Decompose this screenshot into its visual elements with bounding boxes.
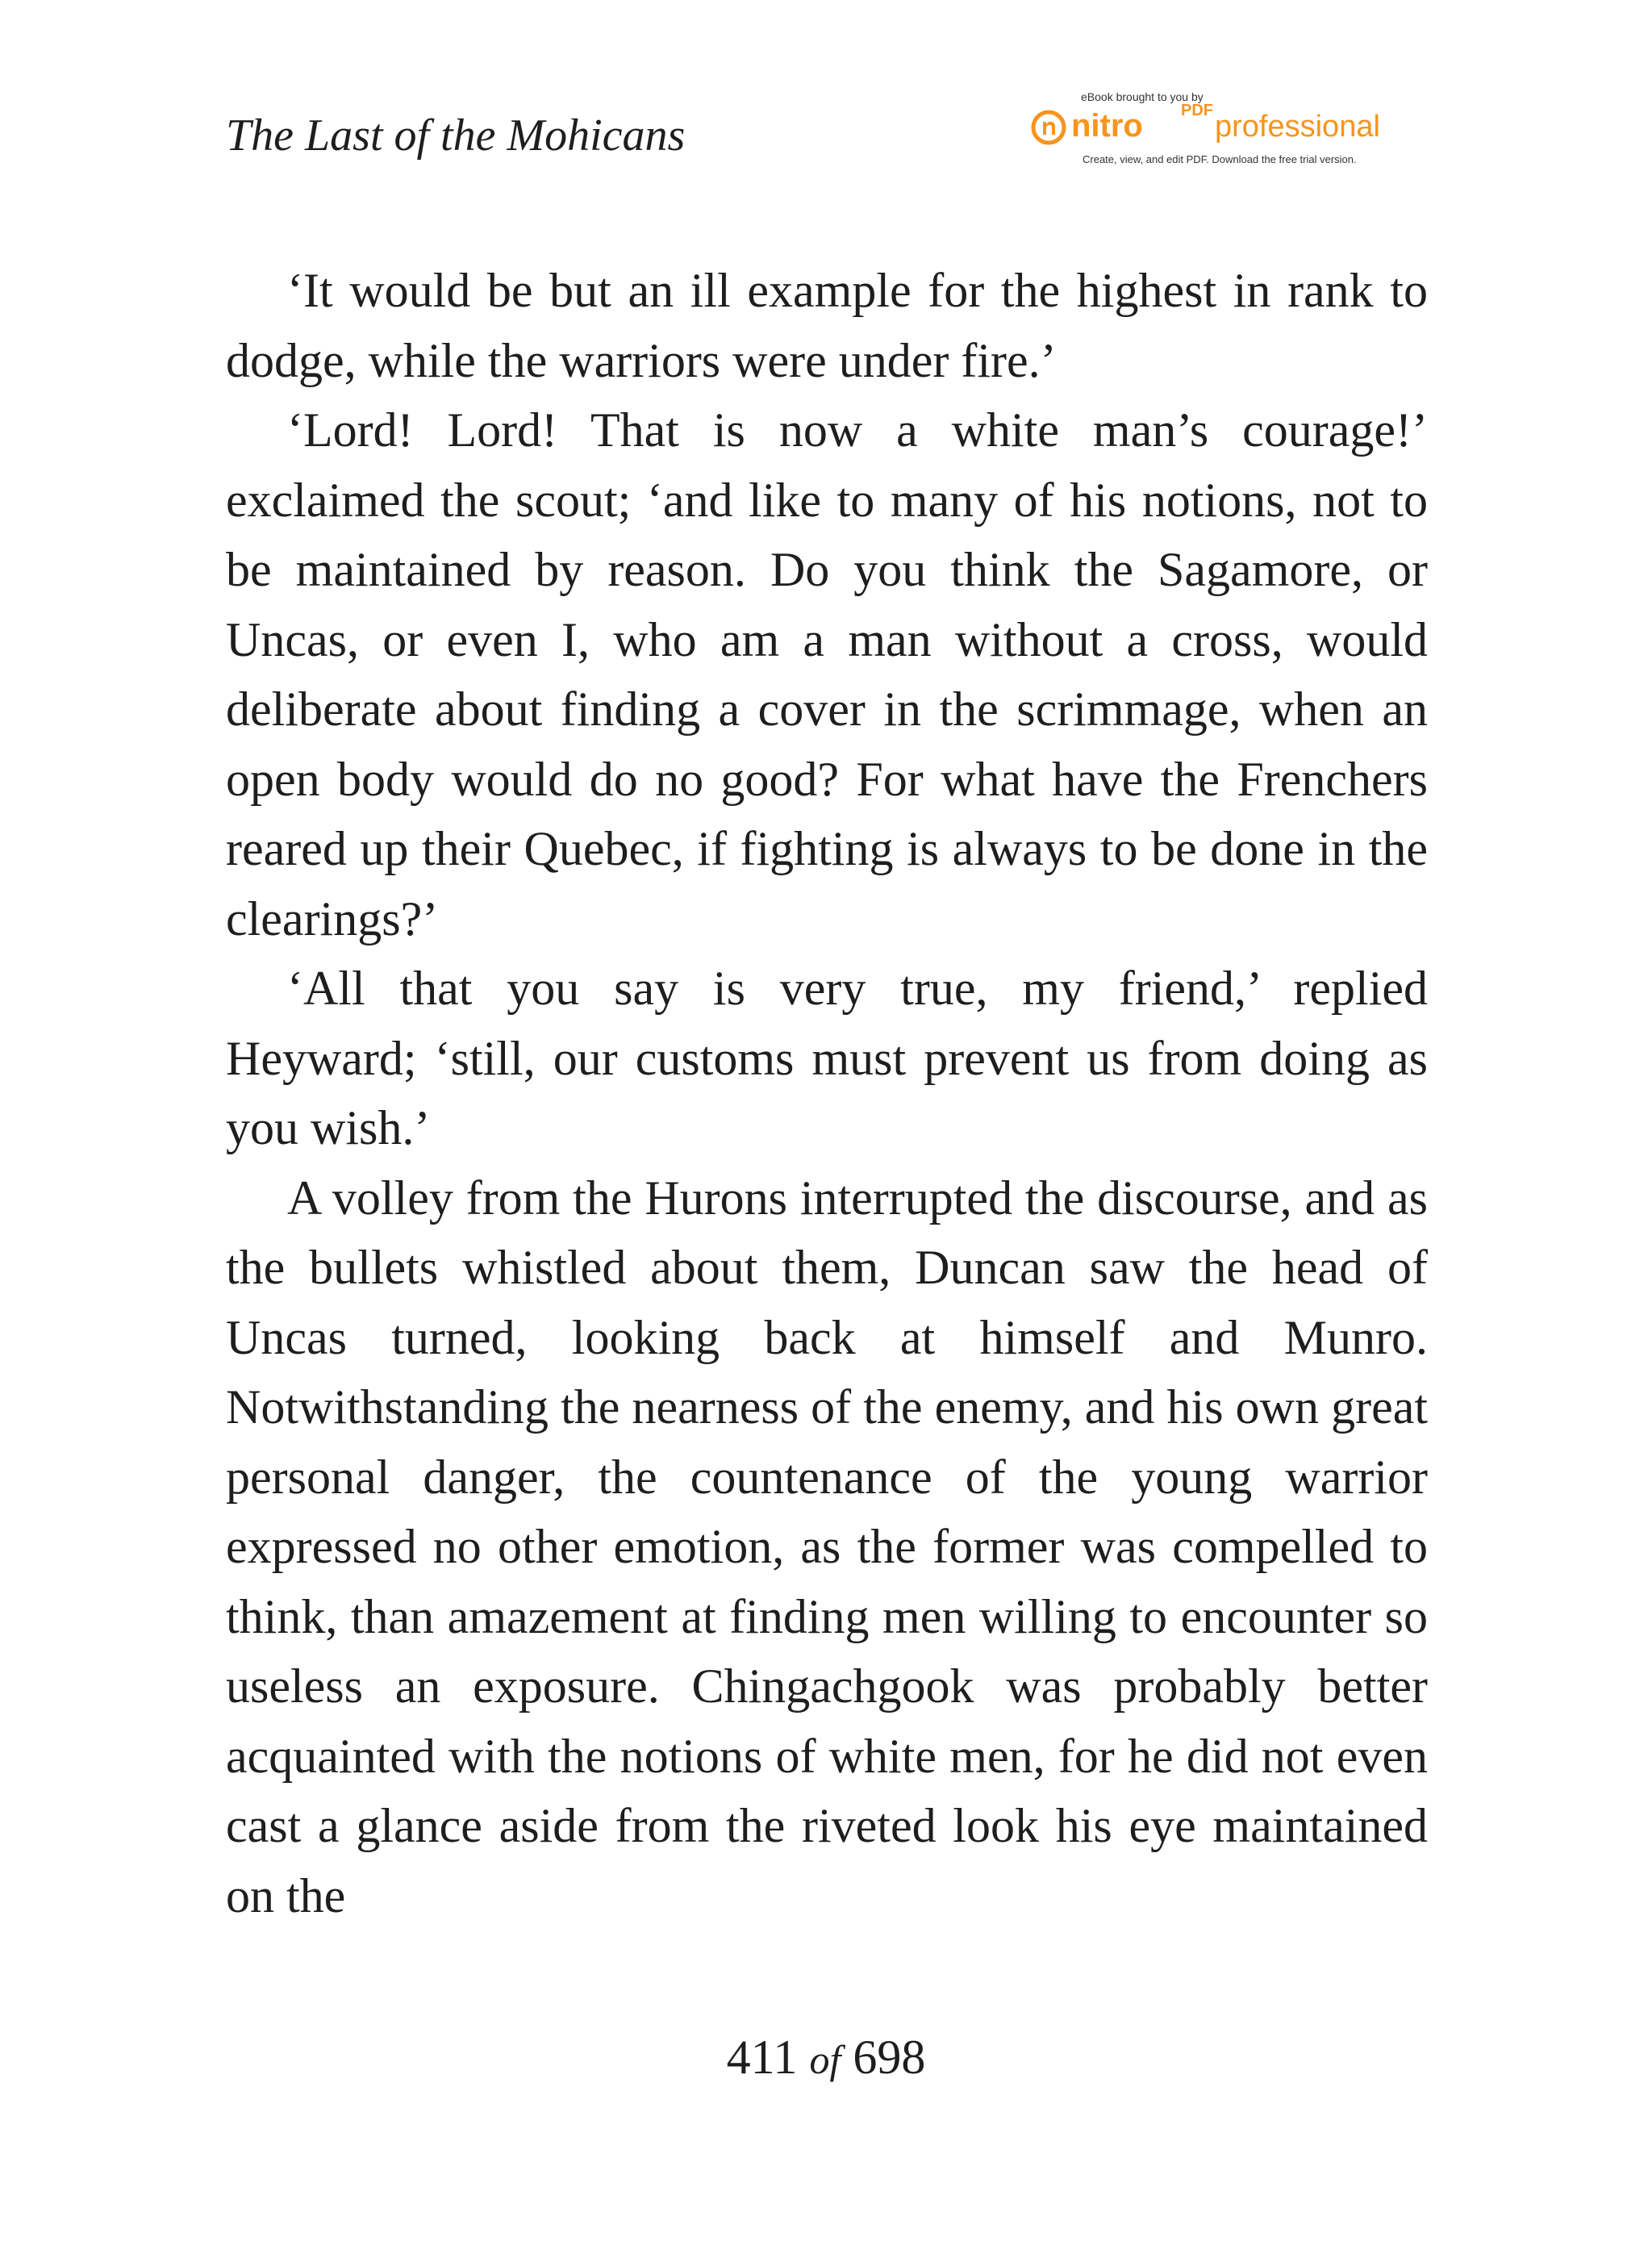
page-of-word: of	[809, 2037, 841, 2082]
nitro-logo-icon	[1031, 110, 1066, 145]
nitro-pdf-banner[interactable]	[1031, 90, 1410, 171]
body-text	[226, 256, 1428, 1931]
banner-brand: nitro	[1071, 108, 1143, 144]
current-page: 411	[726, 2031, 798, 2084]
paragraph: A volley from the Hurons interrupted the discourse, and as the bullets whistled about them, Duncan saw the head of Uncas turned, looking back at himself and Munro. Notwithstanding the nearness of the enemy, and his own great personal danger, the countenance of the young warrior expressed no other emotion, as the former was compelled to think, than amazement at finding men willing to encounter so useless an exposure. Chingachgook was probably better acquainted with the notions of white men, for he did not even cast a glance aside from the riveted look his eye maintained on the	[226, 1171, 1428, 1922]
total-pages: 698	[853, 2031, 926, 2084]
banner-subline: Create, view, and edit PDF. Download the free trial version.	[1083, 153, 1357, 165]
running-title: The Last of the Mohicans	[226, 111, 686, 161]
banner-brand-superscript: PDF	[1181, 102, 1213, 119]
banner-product: professional	[1215, 110, 1380, 144]
banner-tagline: eBook brought to you by	[1081, 90, 1204, 103]
paragraph: ‘Lord! Lord! That is now a white man’s courage!’ exclaimed the scout; ‘and like to many of his notions, not to be maintained by reason. Do you think the Sagamore, or Uncas, or even I, who am a man without a cross, would deliberate about finding a cover in the scrimmage, when an open body would do no good? For what have the Frenchers reared up their Quebec, if fighting is always to be done in the clearings?’	[226, 403, 1428, 945]
paragraph: ‘It would be but an ill example for the highest in rank to dodge, while the warriors were under fire.’	[226, 264, 1428, 387]
paragraph: ‘All that you say is very true, my friend,’ replied Heyward; ‘still, our customs must prevent us from doing as you wish.’	[226, 962, 1428, 1154]
page-number	[0, 2025, 1652, 2092]
